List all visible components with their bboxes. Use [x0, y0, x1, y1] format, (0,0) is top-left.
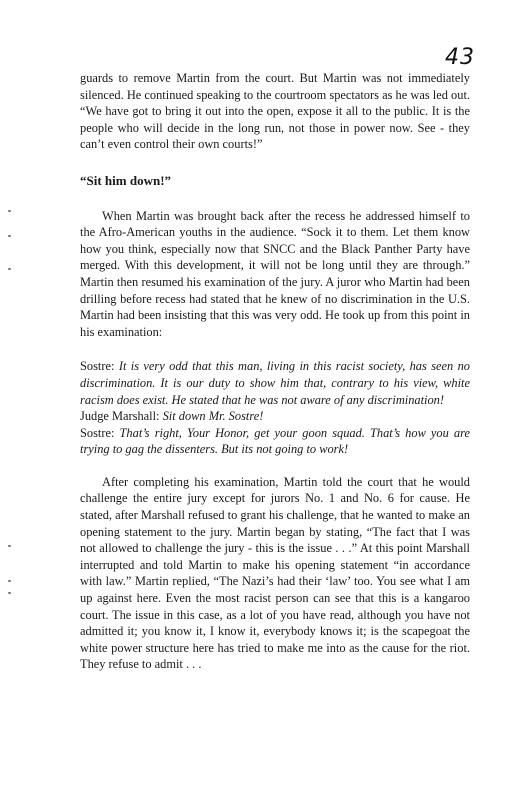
- margin-artifact: [8, 235, 11, 237]
- margin-artifact: [8, 580, 11, 582]
- margin-artifact: [8, 268, 11, 270]
- margin-artifact: [8, 210, 11, 212]
- page-number: 43: [445, 45, 475, 70]
- section-heading: “Sit him down!”: [80, 172, 172, 188]
- transcript-line: [80, 408, 470, 425]
- paragraph-opening: guards to remove Martin from the court. But Martin was not immediately silenced. He continued speaking to the courtroom spectators as he was led out. “We have got to bring it out into the open, expose it all to the public. It is the people who will decide in the long run, not those in power now. See - they can’t even control their own courts!”: [80, 71, 470, 152]
- margin-artifact: [8, 545, 11, 547]
- speaker-label: Judge Marshall:: [80, 409, 163, 424]
- page-body: [80, 70, 470, 673]
- speaker-label: Sostre:: [80, 425, 120, 440]
- margin-artifact: [8, 592, 11, 594]
- speech-text: Sit down Mr. Sostre!: [162, 409, 264, 424]
- speaker-label: Sostre:: [80, 359, 119, 374]
- transcript-line: [80, 425, 470, 458]
- transcript-excerpt: [80, 358, 470, 458]
- paragraph-recess: When Martin was brought back after the recess he addressed himself to the Afro-American youths in the audience. “Sock it to them. Let them know how you think, especially now that SNCC and the Black Panther Party have merged. With this development, it will not be long until they are through.” Martin then resumed his examination of the jury. A juror who Martin had been drilling before recess had stated that he knew of no discrimination in the U.S. Martin had been insisting that this was very odd. He took up from this point in his examination:: [80, 208, 470, 339]
- speech-text: It is very odd that this man, living in this racist society, has seen no discrimination. It is our duty to show him that, contrary to his view, white racism does exist. He stated that he was not aware of any discrimination!: [80, 359, 470, 407]
- speech-text: That’s right, Your Honor, get your goon squad. That’s how you are trying to gag the dissenters. But its not going to work!: [80, 425, 470, 457]
- paragraph-closing: After completing his examination, Martin told the court that he would challenge the entire jury except for jurors No. 1 and No. 6 for cause. He stated, after Marshall refused to grant his challenge, that he wanted to make an opening statement to the jury. Martin began by stating, “The fact that I was not allowed to challenge the jury - this is the issue . . .” At this point Marshall interrupted and told Martin to make his opening statement “in accordance with law.” Martin replied, “The Nazi’s had their ‘law’ too. You see what I am up against here. Even the most racist person can see that this is a kangaroo court. The issue in this case, as a lot of you have read, although you have not admitted it; you know it, I know it, everybody knows it; is the scapegoat the white power structure here has tried to make me into as the cause for the riot. They refuse to admit . . .: [80, 474, 470, 672]
- transcript-line: [80, 358, 470, 408]
